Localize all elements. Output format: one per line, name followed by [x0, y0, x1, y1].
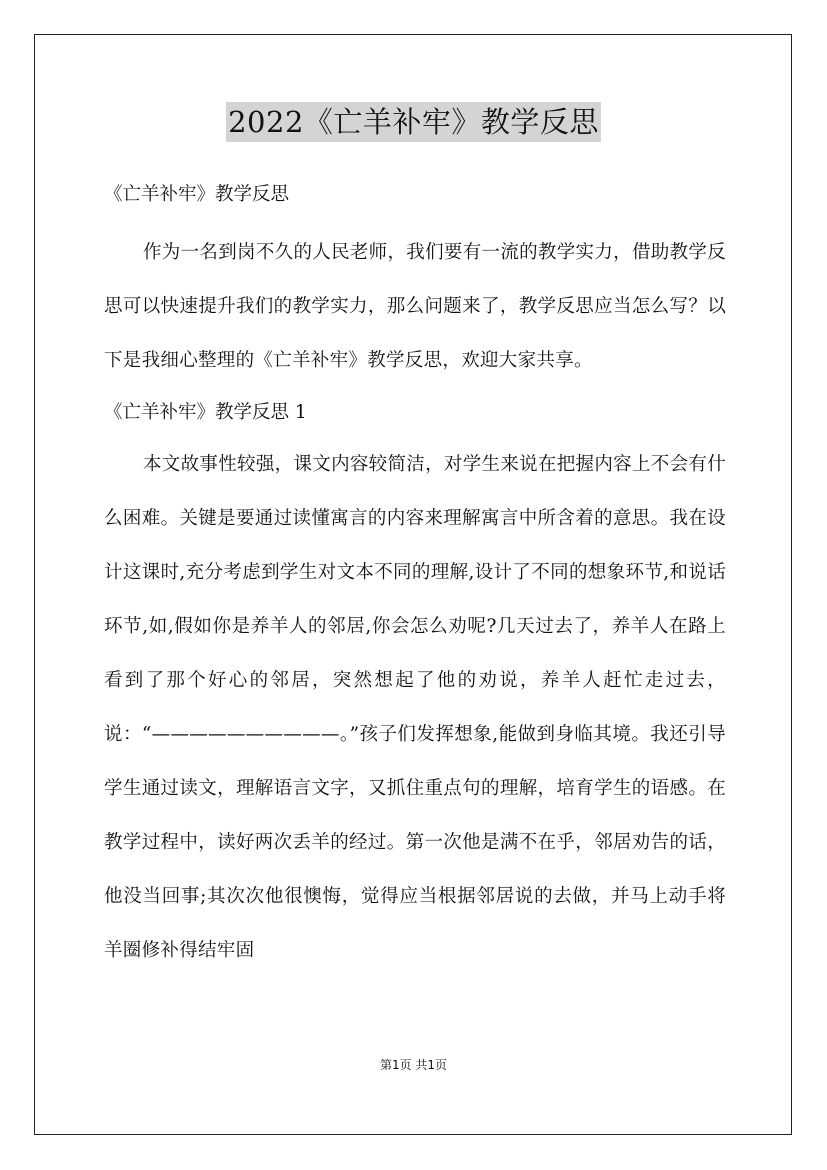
page-number-label: 第1页 共1页	[379, 1058, 448, 1072]
intro-paragraph: 作为一名到岗不久的人民老师，我们要有一流的教学实力，借助教学反思可以快速提升我们的教学实力，那么问题来了，教学反思应当怎么写？以下是我细心整理的《亡羊补牢》教学反思，欢迎大家共享。	[104, 242, 726, 371]
section1-paragraph: 本文故事性较强，课文内容较简洁，对学生来说在把握内容上不会有什么困难。关键是要通过读懂寓言的内容来理解寓言中所含着的意思。我在设计这课时,充分考虑到学生对文本不同的理解,设计了不同的想象环节,和说话环节,如,假如你是养羊人的邻居,你会怎么劝呢?几天过去了，养羊人在路上看到了那个好心的邻居，突然想起了他的劝说，养羊人赶忙走过去，说：“——————————。”孩子们发挥想象,能做到身临其境。我还引导学生通过读文，理解语言文字，又抓住重点句的理解，培育学生的语感。在教学过程中，读好两次丢羊的经过。第一次他是满不在乎，邻居劝告的话，他没当回事;其次次他很懊悔，觉得应当根据邻居说的去做，并马上动手将羊圈修补得结牢固	[104, 454, 726, 961]
intro-heading: 《亡羊补牢》教学反思	[104, 184, 290, 205]
document-body	[104, 172, 726, 978]
document-title	[0, 102, 827, 142]
page-footer	[0, 1056, 827, 1073]
document-title-text: 2022《亡羊补牢》教学反思	[226, 102, 601, 142]
section1-heading: 《亡羊补牢》教学反思 1	[104, 402, 307, 423]
